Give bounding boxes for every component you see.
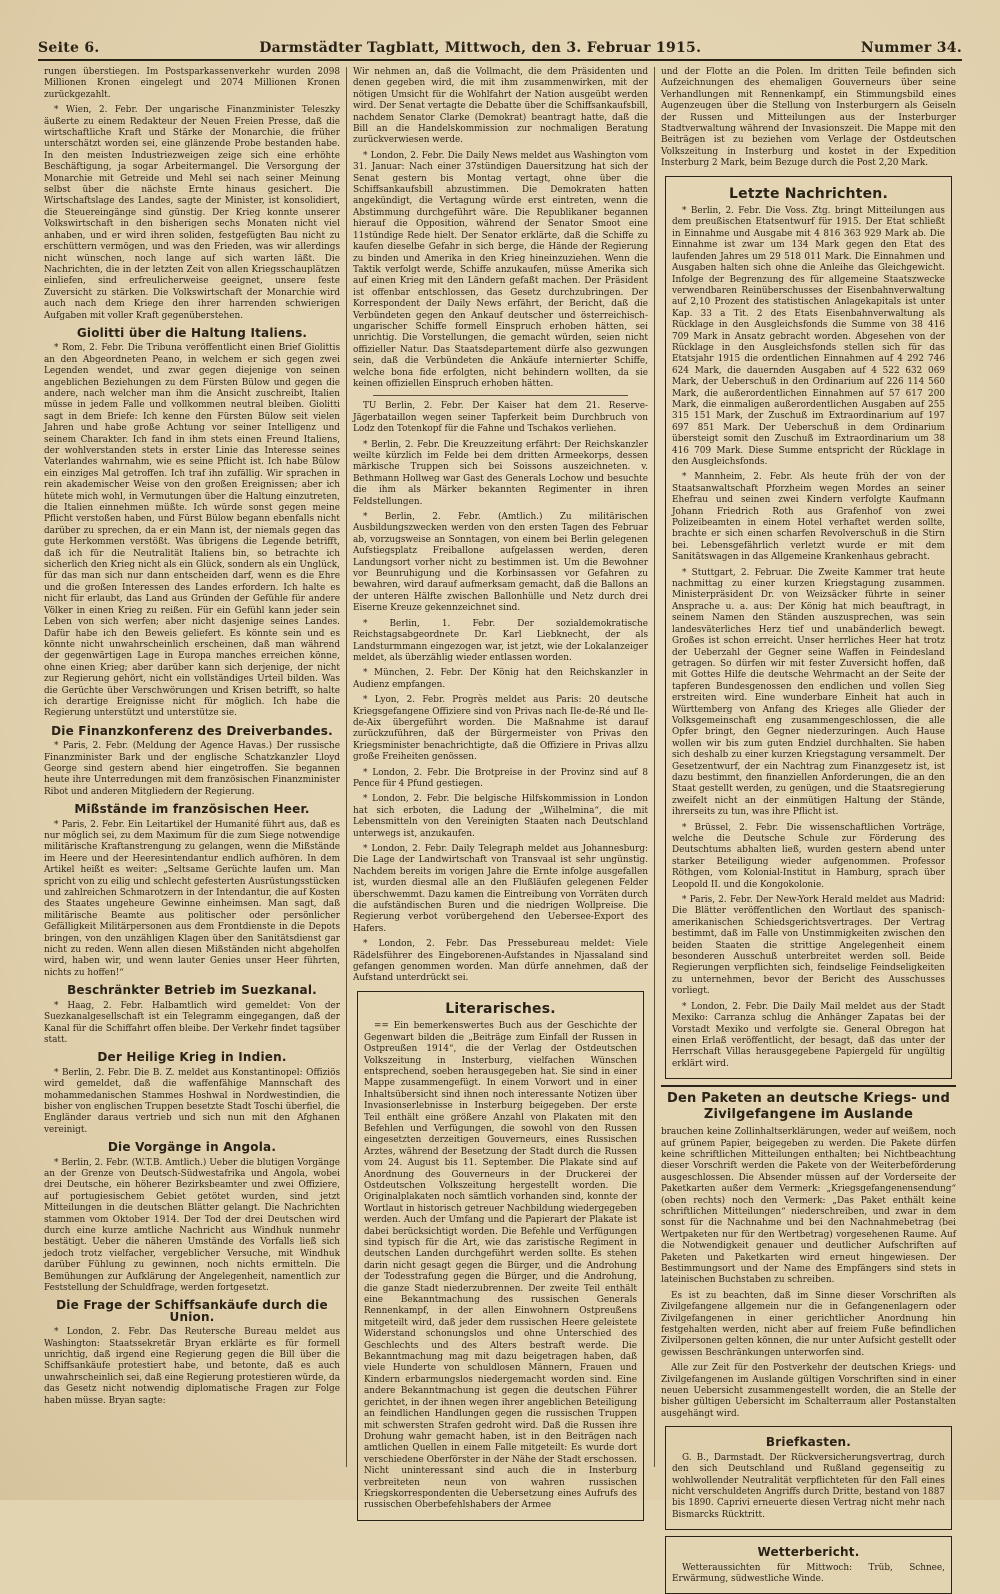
article-text: * München, 2. Febr. Der König hat den Reichskanzler in Audienz empfangen. <box>353 668 648 690</box>
article-text: G. B., Darmstadt. Der Rückversicherungsvertrag, durch den sich Deutschland und Rußland gegenseitig zu wohlwollender Neutralität verpflichteten für den Fall eines nicht verschuldeten Angriffs durch Dritte, bestand von 1887 bis 1890. Caprivi erneuerte diesen Vertrag nicht mehr nach Bismarcks Rücktritt. <box>672 1452 945 1520</box>
newspaper-title: Darmstädter Tagblatt, Mittwoch, den 3. Februar 1915. <box>259 40 702 56</box>
section-heading: Wetterbericht. <box>757 1545 860 1560</box>
article-text: * Wien, 2. Febr. Der ungarische Finanzminister Teleszky äußerte zu einem Redakteur der Neuen Freien Presse, daß die wirtschaftliche Kraft und Stärke der Monarchie, die früher unterschätzt worden sei, eine glänzende Probe bestanden habe. In den meisten Industriezweigen zeige sich eine erhöhte Beschäftigung, ja sogar Arbeitermangel. Die Versorgung der Monarchie mit Getreide und Mehl sei nach seiner Meinung selbst über die nächste Ernte hinaus gesichert. Die Wirtschaftslage des Landes, sagte der Minister, ist konsolidiert, die Steuereingänge sind günstig. Der Krieg konnte unserer Volkswirtschaft in den bisherigen sechs Monaten nicht viel anhaben, und er wird ihren soliden, festgefügten Bau nicht zu erschüttern vermögen, und was den Frieden, was wir allerdings nicht wünschen, noch lange auf sich warten läßt. Die Nachrichten, die in der letzten Zeit von allen Kriegsschauplätzen einliefen, sind erfreulicherweise geeignet, unsere feste Zuversicht zu stärken. Die Volkswirtschaft der Monarchie wird auch nach dem Kriege den ihrer harrenden schwierigen Aufgaben mit voller Kraft gegenüberstehen. <box>44 105 340 321</box>
article-heading: Giolitti über die Haltung Italiens. <box>76 325 308 340</box>
article-text: * Brüssel, 2. Febr. Die wissenschaftlichen Vorträge, welche die Deutsche Schule zur Förderung des Deutschtums abhalten ließ, wurden gestern abend unter starker Beteiligung wieder aufgenommen. Professor Röthgen, vom Kolonial-Institut in Hamburg, sprach über Leopold II. und die Kongokolonie. <box>672 822 945 890</box>
column-3 <box>654 67 962 1584</box>
article-text: * London, 2. Febr. Die Daily Mail meldet aus der Stadt Mexiko: Carranza schlug die Anhänger Zapatas bei der Vorstadt Mexiko und verfolgte sie. General Obregon hat einen Erlaß veröffentlicht, der besagt, daß das unter der Herrschaft Villas herausgegebene Papiergeld für ungültig erklärt wird. <box>672 1001 945 1069</box>
article-text: * Lyon, 2. Febr. Progrès meldet aus Paris: 20 deutsche Kriegsgefangene Offiziere sind von Privas nach Ile-de-Ré und Ile-de-Aix übergeführt worden. Die Maßnahme ist darauf zurückzuführen, daß der Bürgermeister von Privas den Kriegsminister benachrichtigte, daß die Offiziere in Privas allzu große Freiheiten genössen. <box>353 695 648 763</box>
article-text: * Paris, 2. Febr. Der New-York Herald meldet aus Madrid: Die Blätter veröffentlichen den Wortlaut des spanisch-amerikanischen Schiedsgerichtsvertrages. Der Vertrag bestimmt, daß im Falle von Unstimmigkeiten zwischen den beiden Staaten die strittige Angelegenheit einem besonderen Ausschuß unterbreitet werden soll. Beide Regierungen verpflichten sich, feindselige Feindseligkeiten zu unternehmen, bevor der Bericht des Ausschusses vorliegt. <box>672 895 945 997</box>
article-text: * London, 2. Febr. Das Pressebureau meldet: Viele Rädelsführer des Eingeborenen-Aufstandes in Njassaland sind gefangen genommen worden. Man dürfe annehmen, daß der Aufstand unterdrückt sei. <box>353 939 648 984</box>
article-text: * London, 2. Febr. Das Reutersche Bureau meldet aus Washington: Staatssekretär Bryan erklärte es für formell unrichtig, daß irgend eine Regierung gegen die Bill über die Schiffsankäufe protestiert habe, und betonte, daß es auch unwahrscheinlich sei, daß eine Regierung protestieren würde, da das Gesetz nicht notwendig diplomatische Fragen zur Folge haben müsse. Bryan sagte: <box>44 1327 340 1406</box>
article-text: * Berlin, 2. Febr. Die Kreuzzeitung erfährt: Der Reichskanzler weilte kürzlich im Felde bei dem dritten Armeekorps, dessen märkische Truppen sich bei Soissons auszeichneten. v. Bethmann Hollweg war Gast des Generals Lochow und besuchte die ihm als Märker bekannten Regimenter in ihren Feldstellungen. <box>353 439 648 507</box>
article-heading: Die Finanzkonferenz des Dreiverbandes. <box>51 723 333 738</box>
section-heading: Literarisches. <box>445 1000 556 1017</box>
article-heading: Die Vorgänge in Angola. <box>107 1140 277 1155</box>
column-2 <box>346 67 654 1511</box>
article-text: rungen überstiegen. Im Postsparkassenverkehr wurden 2098 Millionen Kronen eingelegt und 2074 Millionen Kronen zurückgezahlt. <box>44 67 340 100</box>
letterbox-section <box>665 1426 952 1530</box>
latest-news-section <box>665 176 952 1079</box>
literature-section <box>357 991 644 1521</box>
columns <box>38 67 962 1584</box>
divider <box>373 395 628 396</box>
article-text: * Rom, 2. Febr. Die Tribuna veröffentlicht einen Brief Giolittis an den Abgeordneten Peano, in welchem er sich gegen zwei Legenden wendet, und zwar gegen diejenige von seinen angeblichen Beziehungen zu dem Fürsten Bülow und gegen die andere, nach welcher man ihm die Ansicht zuschreibt, Italien müsse in jedem Falle und vollkommen neutral bleiben. Giolitti sagt in dem Briefe: Ich kenne den Fürsten Bülow seit vielen Jahren und habe große Achtung vor seiner Intelligenz und seinem Charakter. Ich fand in ihm stets einen Freund Italiens, der wohlverstanden stets in erster Linie das Interesse seines Vaterlandes wahrnahm, wie es seine Pflicht ist. Ich habe Bülow ein einziges Mal getroffen. Ich traf ihn zufällig. Wir sprachen in rein akademischer Weise von den großen Ereignissen; aber ich hütete mich wohl, in Vermutungen über die Haltung einzutreten, die Italien einnehmen müßte. Ich würde sonst gegen meine Pflicht verstoßen haben, und Fürst Bülow begann ebenfalls nicht darüber zu sprechen, da er ein Mann ist, der niemals gegen das gute Herkommen verstößt. Was übrigens die Legende betrifft, daß ich für die Neutralität Italiens bin, so betrachte ich sicherlich den Krieg nicht als ein Glück, sondern als ein Unglück, für das man sich nur dann entscheiden darf, wenn es die Ehre und die großen Interessen des Landes erfordern. Ich halte es nicht für erlaubt, das Land aus Gründen der Gefühle für andere Völker in einen Krieg zu reißen. Für ein Gefühl kann jeder sein Leben von sich werfen; aber nicht dasjenige seines Landes. Dafür habe ich den Beweis geliefert. Es könnte sein und es könnte nicht unwahrscheinlich erscheinen, daß man während der gegenwärtigen Lage in Europa manches erreichen könne, ohne einen Krieg; aber darüber kann sich derjenige, der nicht zur Regierung gehört, nicht ein vollständiges Urteil bilden. Was die Gerüchte über Verschwörungen und Krisen betrifft, so halte ich derartige Ereignisse nicht für möglich. Ich habe die Regierung unterstützt und unterstütze sie. <box>44 343 340 719</box>
article-text: * Berlin, 2. Febr. Die Voss. Ztg. bringt Mitteilungen aus dem preußischen Etatsentwurf für 1915. Der Etat schließt in Einnahme und Ausgabe mit 4 816 363 929 Mark ab. Die Einnahme ist zwar um 134 Mark gegen den Etat des laufenden Jahres um 29 518 011 Mark. Die Einnahmen und Ausgaben halten sich ohne die Anleihe das Gleichgewicht. Infolge der Begrenzung des für allgemeine Staatszwecke verwendbaren Reinüberschusses der Eisenbahnverwaltung auf 2,10 Prozent des statistischen Anlagekapitals ist unter Kap. 33 a Tit. 2 des Etats Eisenbahnverwaltung als Rücklage in den Ausgleichsfonds die Summe von 38 416 709 Mark in Ansatz gebracht worden. Abgesehen von der Rücklage in den Ausgleichsfonds stellen sich für das Etatsjahr 1915 die ordentlichen Einnahmen auf 4 292 746 624 Mark, die dauernden Ausgaben auf 4 522 632 069 Mark, der Ueberschuß in den Ordinarium auf 226 114 560 Mark, die außerordentlichen Einnahmen auf 57 617 200 Mark, die einmaligen außerordentlichen Ausgaben auf 255 315 151 Mark, der Zuschuß im Extraordinarium auf 197 697 851 Mark. Der Ueberschuß in dem Ordinarium übersteigt somit den Zuschuß im Extraordinarium um 38 416 709 Mark. Diese Summe entspricht der Rücklage in den Ausgleichsfonds. <box>672 206 945 467</box>
article-text: brauchen keine Zollinhaltserklärungen, weder auf weißem, noch auf grünem Papier, beigegeben zu werden. Die Pakete dürfen keine schriftlichen Mitteilungen enthalten; bei Nichtbeachtung dieser Vorschrift werden die Pakete von der Weiterbeförderung ausgeschlossen. Die Absender müssen auf der Vorderseite der Paketkarten außer dem Vermerk: „Kriegsgefangenensendung“ (oben rechts) noch den Vermerk: „Das Paket enthält keine schriftlichen Mitteilungen“ niederschreiben, und zwar in dem sonst für die Nachnahme und bei den Nachnahmebetrag (bei Wertpaketen nur für den Wertbetrag) vorgesehenen Raume. Auf die Notwendigkeit genauer und deutlicher Aufschriften auf Paketen und Paketkarten wird erneut hingewiesen. Der Bestimmungsort und der Name des Empfängers sind stets in lateinischen Buchstaben zu schreiben. <box>661 1127 956 1286</box>
article-text: * London, 2. Febr. Die Daily News meldet aus Washington vom 31. Januar: Nach einer 37stündigen Dauersitzung hat sich der Senat gestern bis Montag vertagt, ohne über die Schiffsankaufsbill abzustimmen. Die Demokraten hatten angekündigt, die Vertagung würde erst eintreten, wenn die Abstimmung durchgeführt wäre. Die Republikaner begannen hierauf die Opposition, während der Senator Smoot eine 11stündige Rede hielt. Der Senator erklärte, daß die Schiffe zu kaufen dieselbe Gefahr in sich berge, die Hände der Regierung zu binden und Amerika in den Krieg hineinzuziehen. Wenn die Taktik verfolgt werde, Schiffe anzukaufen, müsse Amerika sich auf einen Krieg mit den Ländern gefaßt machen. Der Präsident ist offenbar entschlossen, das Gesetz durchzubringen. Der Korrespondent der Daily News erfährt, der Bericht, daß die Verbündeten gegen den Ankauf deutscher und österreichisch-ungarischer Schiffe formell Einspruch erhoben hätten, sei unrichtig. Die Vorstellungen, die gemacht würden, seien nicht offizieller Natur. Das Staatsdepartement dürfe also gezwungen sein, daß die Verbündeten die Ankäufe internierter Schiffe, welche bona fide erfolgten, nicht behindern wollten, da sie keinen offiziellen Einspruch erhoben hätten. <box>353 150 648 389</box>
article-text: TU Berlin, 2. Febr. Der Kaiser hat dem 21. Reserve-Jägerbataillon wegen seiner Tapferkeit beim Durchbruch von Lodz den Totenkopf für die Fahne und Tschakos verliehen. <box>353 401 648 435</box>
article-text: Wetteraussichten für Mittwoch: Trüb, Schnee, Erwärmung, südwestliche Winde. <box>672 1562 945 1584</box>
article-text: * Stuttgart, 2. Februar. Die Zweite Kammer trat heute nachmittag zu einer kurzen Kriegstagung zusammen. Ministerpräsident Dr. von Weizsäcker führte in seiner Ansprache u. a. aus: Der König hat mich beauftragt, in seinem Namen den Ständen auszusprechen, was sein landesväterliches Herz tief und unabänderlich bewegt. Großes ist schon erreicht. Unser herrliches Heer hat trotz der Ueberzahl der Gegner seine Waffen in Feindesland getragen. So dürfen wir mit fester Zuversicht hoffen, daß mit Gottes Hilfe die deutsche Wehrmacht an der Seite der tapferen Bundesgenossen den endlichen und vollen Sieg erstreiten wird. Eine wunderbare Einheit hat auch in Württemberg von Anfang des Krieges alle Glieder der Volksgemeinschaft eng zusammengeschlossen, die alle Opfer bringt, den Gegner niederzuringen. Auch Hause wollen wir bis zum guten Endziel durchhalten. Sie haben sich deshalb zu einer kurzen Kriegstagung versammelt. Der Gesetzentwurf, der ein Nachtrag zum Finanzgesetz ist, ist dazu bestimmt, den finanziellen Anforderungen, die an den Staat gestellt werden, zu genügen, und die Staatsregierung zweifelt nicht an der einmütigen Haltung der Stände, ihrerseits zu tun, was ihre Pflicht ist. <box>672 567 945 818</box>
article-text: * London, 2. Febr. Daily Telegraph meldet aus Johannesburg: Die Lage der Landwirtschaft von Transvaal ist sehr ungünstig. Nachdem bereits im vorigen Jahre die Ernte infolge ausgefallen ist, wurden diesmal alle an den Flußläufen gelegenen Felder überschwemmt. Dazu kamen die Eintreibung von Vorräten durch die aufständischen Buren und die niedrigen Wollpreise. Die Regierung verbot vorübergehend den Ueberseе-Export des Hafers. <box>353 844 648 934</box>
article-heading: Die Frage der Schiffsankäufe durch die Union. <box>56 1298 328 1324</box>
section-heading: Letzte Nachrichten. <box>729 185 888 202</box>
article-headline: Den Paketen an deutsche Kriegs- und Zivilgefangene im Auslande <box>661 1085 956 1123</box>
article-text: == Ein bemerkenswertes Buch aus der Geschichte der Gegenwart bilden die „Beiträge zum Einfall der Russen in Ostpreußen 1914“, die der Verlag der Ostdeutschen Volkszeitung in Insterburg, vielfachen Wünschen entsprechend, soeben herausgegeben hat. Sie sind in einer Mappe zusammengefügt. In einem Vorwort und in einer Inhaltsübersicht sind ihnen noch interessante Notizen über Invasionserlebnisse in Insterburg beigegeben. Der erste Teil enthält eine größere Anzahl von Plakaten mit den Befehlen und Verfügungen, die sowohl von den Russen eingesetzten derzeitigen Gouverneurs, eines Russischen Arztes, während der Besetzung der Stadt durch die Russen vom 24. August bis 11. September. Die Plakate sind auf Anordnung des Gouverneurs in der Druckerei der Ostdeutschen Volkszeitung hergestellt worden. Die Originalplakaten noch sämtlich vorhanden sind, konnte der Wortlaut in historisch getreuer Nachbildung wiedergegeben werden. Auch der Umfang und die Papierart der Plakate ist dabei berücksichtigt worden. Die Befehle und Verfügungen sind typisch für die Art, wie das zaristische Regiment in deutschen Landen durchgeführt werden sollte. Es stehen darin nicht gesagt gegen die Bürger, und die Androhung der Todesstrafung gegen die Bürger, und die Androhung, die ganze Stadt niederzubrennen. Der zweite Teil enthält eine Bekanntmachung des russischen Generals Rennenkampf, in der allen Einwohnern Ostpreußens mitgeteilt wird, daß jeder dem russischen Heere geleistete Widerstand schonungslos und ohne Unterschied des Geschlechts und des Alters bestraft werde. Die Bekanntmachung mag mit dazu beigetragen haben, daß viele Hunderte von schuldlosen Männern, Frauen und Kindern erbarmungslos niedergemacht worden sind. Eine andere Bekanntmachung ist gegen die deutschen Führer gerichtet, in der ihnen wegen ihrer angeblichen Beteiligung an feindlichen Handlungen gegen die russischen Truppen mit schwersten Strafen gedroht wird. Daß die Russen ihre Drohung wahr gemacht haben, ist in den Beiträgen nach amtlichen Quellen in einem Falle mitgeteilt: Es wurde dort verschiedene Oberförster in der Nähe der Stadt erschossen. Nicht uninteressant sind auch die in Insterburg verbreiteten neun von wahren russischen Kriegskorrespondenten die Uebersetzung eines Aufrufs des russischen Oberbefehlshabers der Armee <box>364 1021 637 1511</box>
column-1 <box>38 67 346 1467</box>
masthead <box>38 40 962 61</box>
article-text: * Berlin, 2. Febr. (W.T.B. Amtlich.) Ueber die blutigen Vorgänge an der Grenze von Deutsch-Südwestafrika und Angola, wobei drei Deutsche, ein höherer Bezirksbeamter und zwei Offiziere, auf portugiesischem Gebiet getötet wurden, sind jetzt Mitteilungen in die deutschen Blätter gelangt. Die Nachrichten stammen vom Oktober 1914. Der Tod der drei Deutschen wird durch eine kurze amtliche Nachricht aus Windhuk nunmehr bestätigt. Ueber die näheren Umstände des Vorfalls ließ sich jedoch trotz vielfacher, vergeblicher Versuche, mit Windhuk darüber Fühlung zu gewinnen, noch nichts ermitteln. Die Bemühungen zur Aufklärung der Angelegenheit, namentlich zur Feststellung der Schuldfrage, werden fortgesetzt. <box>44 1157 340 1294</box>
section-heading: Briefkasten. <box>765 1435 852 1450</box>
weather-section <box>665 1536 952 1594</box>
article-heading: Mißstände im französischen Heer. <box>74 802 310 817</box>
article-text: und der Flotte an die Polen. Im dritten Teile befinden sich Aufzeichnungen des ehemaligen Gouverneurs über seine Verhandlungen mit Rennenkampf, ein Stimmungsbild eines Augenzeugen über die Stellung von Insterburgern als Geiseln der Russen und Mitteilungen aus der Insterburger Stadtverwaltung während der Invasionszeit. Die Mappe mit den Beiträgen ist zu beziehen vom Verlage der Ostdeutschen Volkszeitung in Insterburg und kostet in der Expedition Insterburg 2 Mark, beim Bezuge durch die Post 2,20 Mark. <box>661 67 956 169</box>
article-heading: Beschränkter Betrieb im Suezkanal. <box>67 983 317 998</box>
article-text: * London, 2. Febr. Die Brotpreise in der Provinz sind auf 8 Pence für 4 Pfund gestiegen. <box>353 767 648 789</box>
article-heading: Der Heilige Krieg in Indien. <box>97 1050 287 1065</box>
article-text: Es ist zu beachten, daß im Sinne dieser Vorschriften als Zivilgefangene allgemein nur die in Gefangenenlagern oder Zivilgefangenen in einer gerichtlicher Anordnung hin festgehalten werden, nicht aber auf freiem Fuße befindlichen Zivilpersonen gelten können, die nur unter Aufsicht gestellt oder gewissen Beschränkungen unterworfen sind. <box>661 1290 956 1358</box>
article-text: * Haag, 2. Febr. Halbamtlich wird gemeldet: Von der Suezkanalgesellschaft ist ein Telegramm eingegangen, daß der Kanal für die Schiffahrt offen bleibe. Der Verkehr findet tagsüber statt. <box>44 1000 340 1045</box>
article-text: * Mannheim, 2. Febr. Als heute früh der von der Staatsanwaltschaft Pforzheim wegen Mordes an seiner Ehefrau und seinen zwei Kindern verfolgte Kaufmann Johann Friedrich Roth aus Grafenhof von zwei Polizeibeamten in einem Hotel verhaftet werden sollte, brachte er sich einen scharfen Revolverschuß in die Stirn bei. Lebensgefährlich verletzt wurde er mit dem Sanitätswagen in das Allgemeine Krankenhaus gebracht. <box>672 472 945 563</box>
article-text: * Berlin, 2. Febr. Die B. Z. meldet aus Konstantinopel: Offiziös wird gemeldet, daß die waffenfähige Mannschaft des mohammedanischen Stammes Hoshwal in Nordwestindien, die bisher von englischen Truppen besetzte Stadt Toschi überfiel, die Engländer daraus vertrieb und sich nun mit den Afghanen vereinigt. <box>44 1067 340 1135</box>
article-text: * Paris, 2. Febr. Ein Leitartikel der Humanité führt aus, daß es nur möglich sei, zu dem Maximum für die zum Siege notwendige militärische Kraftanstrengung zu gelangen, wenn die Mißstände im Heere und der Heeresintendantur endlich aufhören. In dem Artikel heißt es weiter: „Seltsame Gerüchte laufen um. Man spricht von zu eilig und schlecht gefesterten Ausrüstungsstücken und zahlreichen Schmarotzern in der Intendantur, die auf Kosten des Staates ungeheure Gewinne einheimsen. Man sagt, daß militärische Beamte aus politischer oder persönlicher Gefälligkeit Militärpersonen aus dem Frontdienste in die Depots bringen, von den unzähligen Klagen über den Sanitätsdienst gar nicht zu reden. Wenn allen diesen Mißständen nicht abgeholfen wird, haben wir, und wenn lauter Genies unser Heer führten, nichts zu hoffen!“ <box>44 819 340 978</box>
article-text: Alle zur Zeit für den Postverkehr der deutschen Kriegs- und Zivilgefangenen im Auslande gültigen Vorschriften sind in einer neuen Uebersicht zusammengestellt worden, die an Stelle der bisher gültigen Uebersicht im Schalterraum aller Postanstalten ausgehängt wird. <box>661 1363 956 1419</box>
article-text: * Paris, 2. Febr. (Meldung der Agence Havas.) Der russische Finanzminister Bark und der englische Schatzkanzler Lloyd George sind gestern abend hier eingetroffen. Sie begannen heute ihre Unterredungen mit dem französischen Finanzminister Ribot und anderen Mitgliedern der Regierung. <box>44 741 340 797</box>
page-number: Seite 6. <box>38 40 100 56</box>
article-text: Wir nehmen an, daß die Vollmacht, die dem Präsidenten und denen gegeben wird, die mit ihm zusammenwirken, mit der nötigen Umsicht für die Wohlfahrt der Nation ausgeübt werden wird. Der Senat vertagte die Debatte über die Schiffsankaufsbill, nachdem Senator Clarke (Demokrat) beantragt hatte, daß die Bill an die Handelskommission zur nochmaligen Beratung zurückverwiesen werde. <box>353 67 648 146</box>
article-text: * Berlin, 2. Febr. (Amtlich.) Zu militärischen Ausbildungszwecken werden von den ersten Tagen des Februar ab, vorzugsweise an Sonntagen, von einem bei Berlin gelegenen Aufstiegsplatz Freiballone aufgelassen werden, deren Landungsort vorher nicht zu bestimmen ist. Um die Bewohner vor Beunruhigung und die Korbinsassen vor Gefahren zu bewahren, wird darauf aufmerksam gemacht, daß die Ballons an der unteren Hälfte zwischen Ballonhülle und Netz durch drei Eiserne Kreuze gekennzeichnet sind. <box>353 512 648 614</box>
article-text: * London, 2. Febr. Die belgische Hilfskommission in London hat sich erboten, die Ladung der „Wilhelmina“, die mit Lebensmitteln von den Vereinigten Staaten nach Deutschland unterwegs ist, anzukaufen. <box>353 794 648 839</box>
issue-number: Nummer 34. <box>860 40 962 56</box>
article-text: * Berlin, 1. Febr. Der sozialdemokratische Reichstagsabgeordnete Dr. Karl Liebknecht, der als Landsturmmann eingezogen war, ist jetzt, wie der Lokalanzeiger meldet, als überzählig wieder entlassen worden. <box>353 618 648 663</box>
